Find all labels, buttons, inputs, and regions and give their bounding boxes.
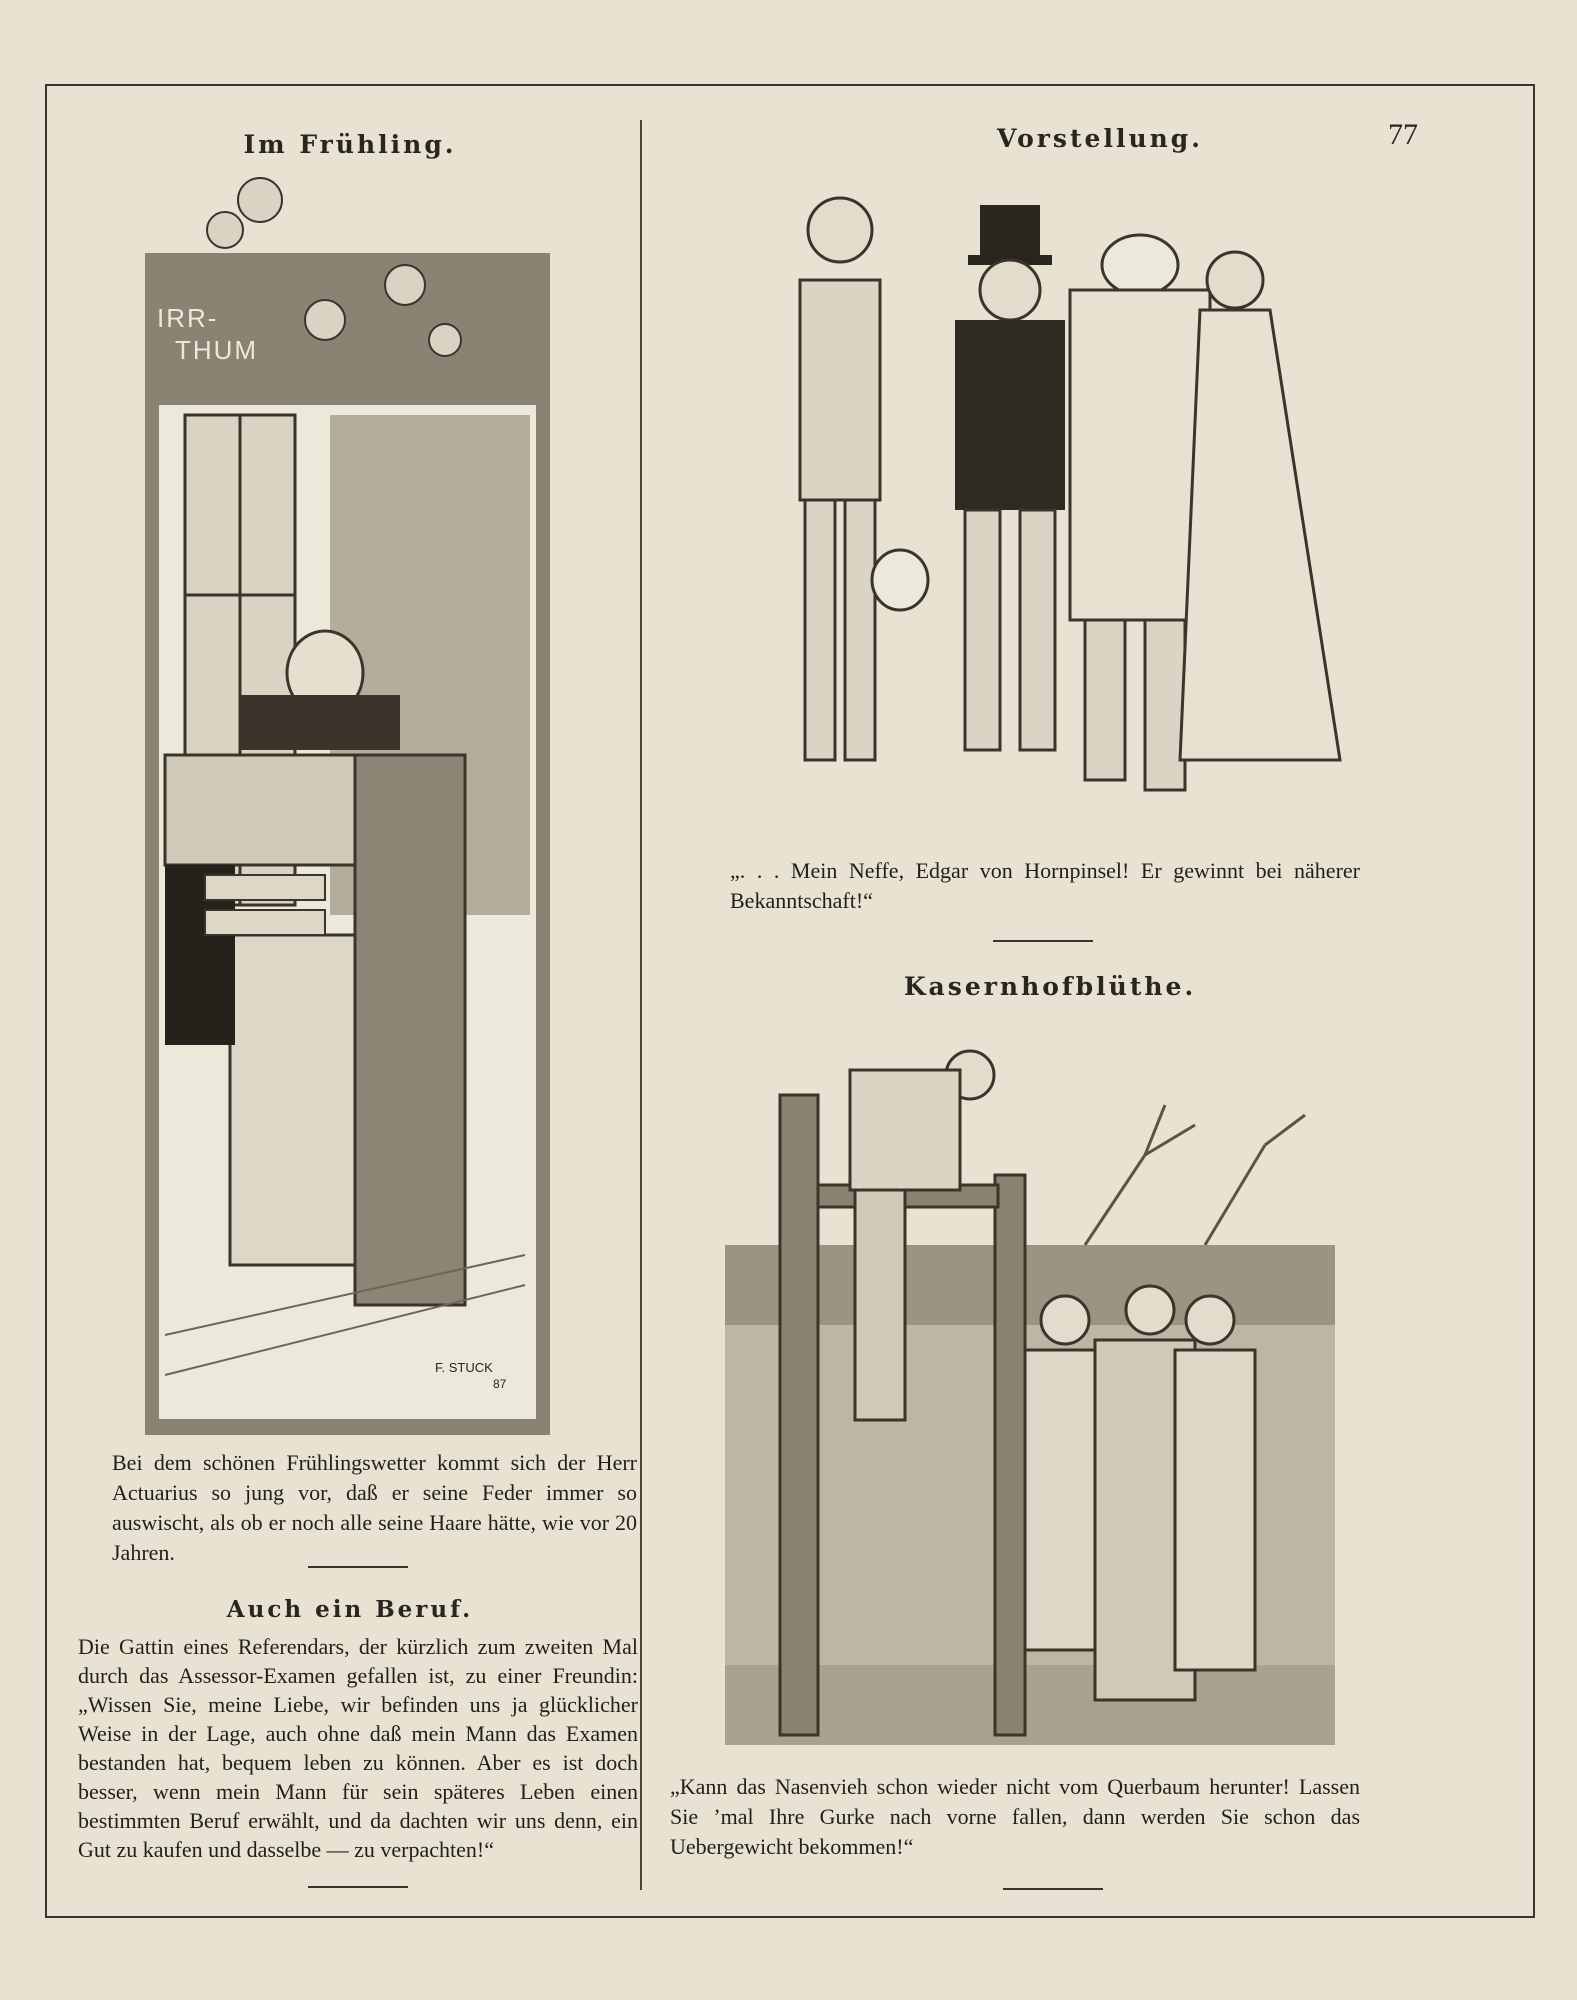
sign-text-irrthum-1: IRR-: [157, 303, 219, 333]
left-second-text: Die Gattin eines Referendars, der kürzlich zum zweiten Mal durch das Assessor-Examen gefallen ist, zu einer Freundin: „Wissen Sie, meine Liebe, wir befinden uns ja glücklicher Weise in der Lage, auch ohne daß mein Mann das Examen bestanden hat, bequem leben zu können. Aber es ist doch besser, wenn mein Mann für sein späteres Leben einen bestimmten Beruf erwählt, und da dachten wir uns denn, ein Gut zu kaufen und dasselbe — zu verpachten!“: [78, 1634, 638, 1862]
left-title: Im Frühling.: [243, 130, 457, 159]
right-end-rule: [1003, 1888, 1103, 1890]
right-caption: „. . . Mein Neffe, Edgar von Hornpinsel! Er gewinnt bei näherer Bekanntschaft!“: [730, 858, 1360, 913]
left-divider: [308, 1566, 408, 1568]
left-caption: Bei dem schönen Frühlingswetter kommt sich der Herr Actuarius so jung vor, daß er seine Feder immer so auswischt, als ob er noch alle seine Haare hätte, wie vor 20 Jahren.: [112, 1450, 637, 1565]
page-number: 77: [1388, 118, 1418, 151]
column-divider: [640, 120, 642, 1890]
artist-signature: F. STUCK: [435, 1360, 493, 1375]
right-second-title: Kasernhofblüthe.: [903, 972, 1197, 1001]
left-end-rule: [308, 1886, 408, 1888]
right-second-caption: „Kann das Nasenvieh schon wieder nicht vom Querbaum herunter! Lassen Sie ’mal Ihre Gurke nach vorne fallen, dann werden Sie schon das Uebergewicht bekommen!“: [670, 1774, 1360, 1859]
right-divider: [993, 940, 1093, 942]
sign-text-irrthum-2: THUM: [175, 335, 259, 365]
barracks-yard-illustration: [725, 1015, 1335, 1745]
right-title: Vorstellung.: [996, 124, 1203, 153]
artist-signature-year: 87: [493, 1377, 507, 1391]
desk-illustration: [145, 175, 550, 1435]
left-second-title: Auch ein Beruf.: [226, 1596, 474, 1623]
introduction-illustration: [740, 170, 1380, 820]
